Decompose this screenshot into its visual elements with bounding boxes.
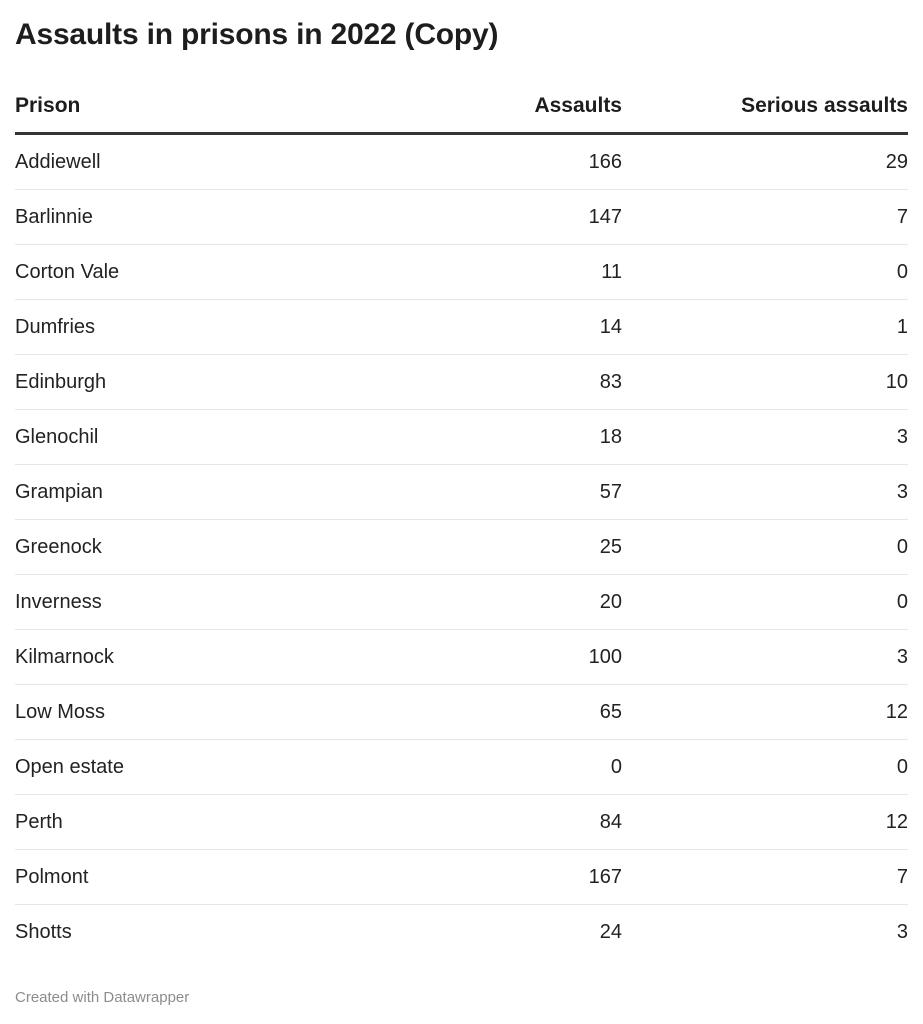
- cell-serious-assaults: 7: [622, 850, 908, 905]
- cell-assaults: 84: [422, 795, 622, 850]
- cell-prison: Dumfries: [15, 300, 422, 355]
- table-row: [15, 740, 908, 795]
- footer-credit: Created with Datawrapper: [15, 989, 190, 1006]
- cell-prison: Greenock: [15, 520, 422, 575]
- table-row: [15, 520, 908, 575]
- cell-assaults: 24: [599, 920, 622, 943]
- cell-serious-assaults: 10: [622, 355, 908, 410]
- column-header-prison[interactable]: Prison: [15, 80, 422, 134]
- table-row: [15, 410, 908, 465]
- cell-prison: Shotts: [15, 920, 72, 943]
- cell-prison: Kilmarnock: [15, 630, 422, 685]
- cell-assaults: 57: [422, 465, 622, 520]
- cell-prison: Low Moss: [15, 685, 422, 740]
- table-row: [15, 190, 908, 245]
- cell-prison: Open estate: [15, 740, 422, 795]
- table-row: [15, 850, 908, 905]
- table-row: [15, 465, 908, 520]
- cell-assaults: 147: [422, 190, 622, 245]
- cell-serious-assaults: 29: [622, 134, 908, 190]
- table-row: [15, 575, 908, 630]
- cell-assaults: 100: [422, 630, 622, 685]
- table-row: [15, 905, 908, 960]
- cell-serious-assaults: 3: [622, 410, 908, 465]
- cell-prison: Grampian: [15, 465, 422, 520]
- cell-serious-assaults: 0: [622, 520, 908, 575]
- cell-serious-assaults: 0: [622, 245, 908, 300]
- table-header-row: [15, 80, 908, 134]
- table-row: [15, 355, 908, 410]
- cell-prison: Edinburgh: [15, 355, 422, 410]
- cell-assaults: 167: [422, 850, 622, 905]
- cell-serious-assaults: 7: [622, 190, 908, 245]
- table-row: [15, 630, 908, 685]
- data-table: [15, 80, 908, 959]
- cell-serious-assaults: 3: [622, 630, 908, 685]
- table-row: [15, 685, 908, 740]
- cell-prison: Polmont: [15, 850, 422, 905]
- table-row: [15, 134, 908, 190]
- table-row: [15, 245, 908, 300]
- cell-prison: Glenochil: [15, 410, 422, 465]
- cell-assaults: 83: [422, 355, 622, 410]
- cell-assaults: 166: [422, 134, 622, 190]
- cell-assaults: 0: [422, 740, 622, 795]
- cell-serious-assaults: 3: [622, 465, 908, 520]
- table-row: [15, 300, 908, 355]
- chart-title: Assaults in prisons in 2022 (Copy): [15, 18, 499, 51]
- cell-assaults: 11: [422, 245, 622, 300]
- cell-prison: Corton Vale: [15, 245, 422, 300]
- cell-prison: Barlinnie: [15, 190, 422, 245]
- cell-assaults: 14: [422, 300, 622, 355]
- cell-assaults: 25: [422, 520, 622, 575]
- chart-container: [15, 0, 908, 943]
- cell-prison: Perth: [15, 795, 422, 850]
- column-header-serious-assaults[interactable]: Serious assaults: [622, 80, 908, 134]
- column-header-assaults[interactable]: Assaults: [422, 80, 622, 134]
- cell-serious-assaults: 0: [622, 740, 908, 795]
- cell-serious-assaults: 0: [622, 575, 908, 630]
- cell-assaults: 20: [422, 575, 622, 630]
- cell-prison: Inverness: [15, 575, 422, 630]
- table-body: [15, 134, 908, 960]
- cell-serious-assaults: 12: [622, 685, 908, 740]
- cell-assaults: 65: [422, 685, 622, 740]
- cell-assaults: 18: [422, 410, 622, 465]
- table-row: [15, 795, 908, 850]
- cell-serious-assaults: 3: [896, 920, 908, 943]
- cell-serious-assaults: 1: [622, 300, 908, 355]
- cell-serious-assaults: 12: [622, 795, 908, 850]
- cell-prison: Addiewell: [15, 134, 422, 190]
